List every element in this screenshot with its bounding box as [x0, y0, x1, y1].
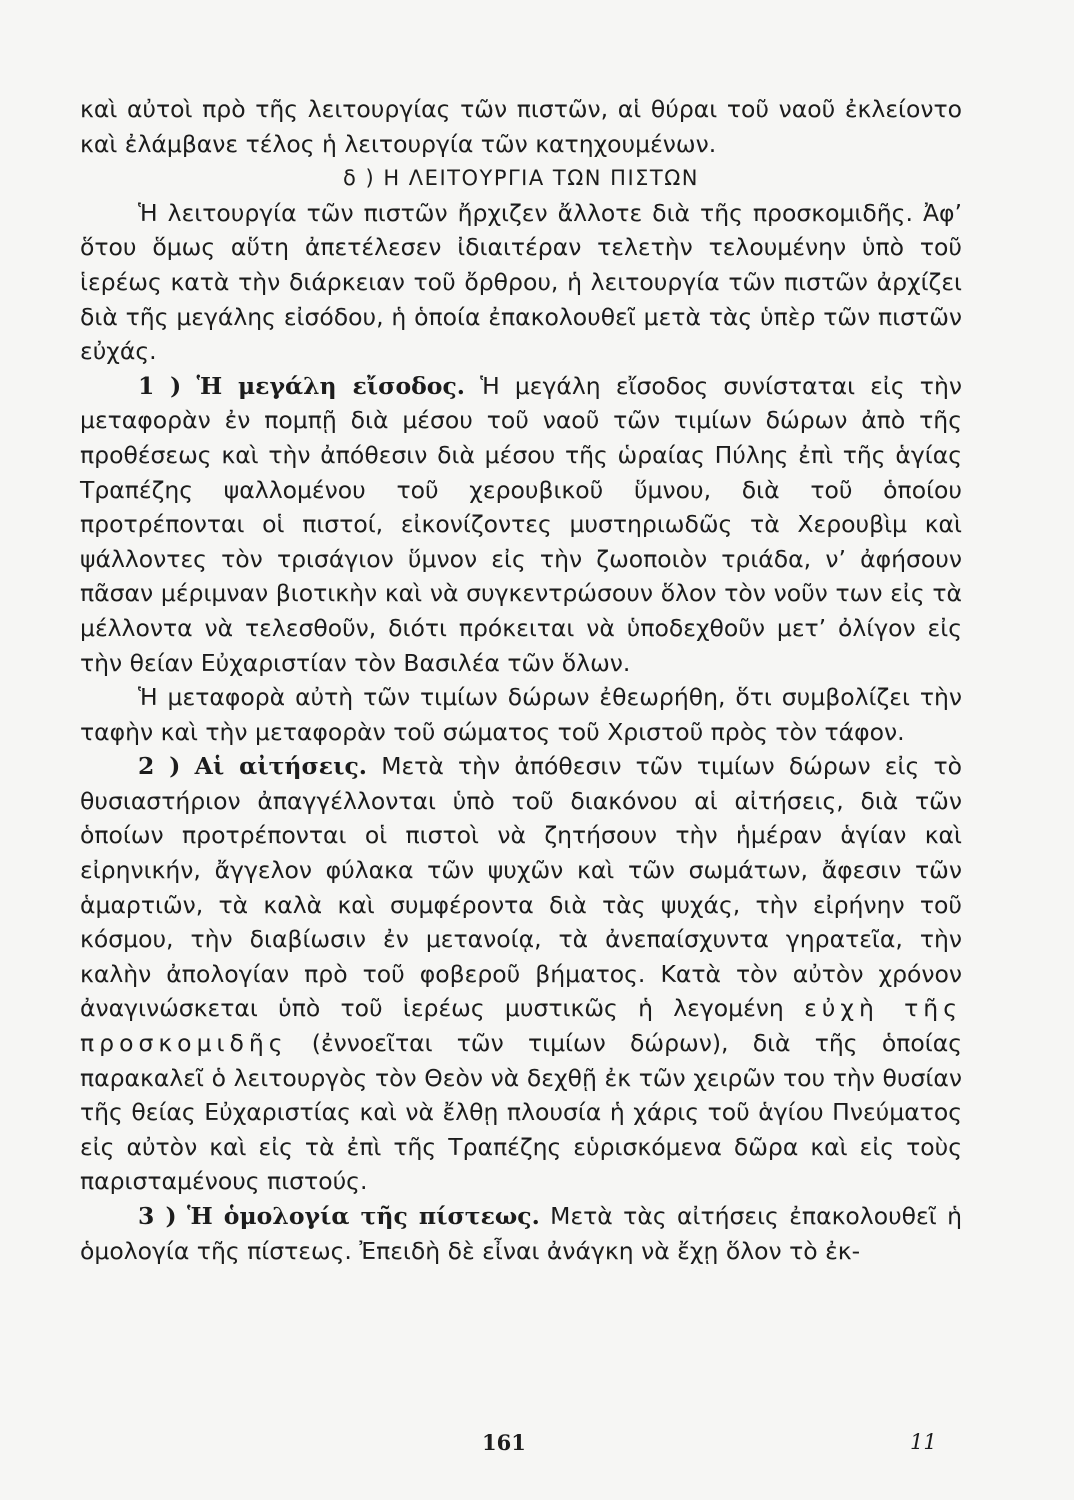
item-3-title: Ἡ ὁμολογία τῆς πίστεως. — [186, 1202, 540, 1230]
intro-paragraph: Ἡ λειτουργία τῶν πιστῶν ἤρχιζεν ἄλλοτε διὰ τῆς προσκομιδῆς. Ἀφ’ ὅτου ὅμως αὕτη ἀπετέλεσεν ἰδιαιτέραν τελετὴν τελουμένην ὑπὸ τοῦ ἱερέως κατὰ τὴν διάρκειαν τοῦ ὄρθρου, ἡ λειτουργία τῶν πιστῶν ἀρχίζει διὰ τῆς μεγάλης εἰσόδου, ἡ ὁποία ἐπακολουθεῖ μετὰ τὰς ὑπὲρ τῶν πιστῶν εὐχάς. — [80, 198, 962, 366]
item-1-number: 1 ) — [138, 371, 182, 400]
section-heading: δ ) Η ΛΕΙΤΟΥΡΓΙΑ ΤΩΝ ΠΙΣΤΩΝ — [342, 166, 700, 191]
page-number: 161 — [482, 1430, 526, 1455]
item-2-spaced-term: εὐχὴ τῆς προσκομιδῆς — [80, 994, 962, 1058]
item-2-text-b: (ἐννοεῖται τῶν τιμίων δώρων), διὰ τῆς ὁποίας παρακαλεῖ ὁ λειτουργὸς τὸν Θεὸν νὰ δεχθῇ ἐκ τῶν χειρῶν του τὴν θυσίαν τῆς θείας Εὐχαριστίας καὶ νὰ ἔλθῃ πλουσία ἡ χάρις τοῦ ἁγίου Πνεύματος εἰς αὐτὸν καὶ εἰς τὰ ἐπὶ τῆς Τραπέζης εὑρισκόμενα δῶρα καὶ εἰς τοὺς παρισταμένους πιστούς. — [80, 1029, 962, 1196]
item-1-paragraph — [80, 369, 962, 680]
continuation-paragraph: καὶ αὐτοὶ πρὸ τῆς λειτουργίας τῶν πιστῶν, αἱ θύραι τοῦ ναοῦ ἐκλείοντο καὶ ἐλάμβανε τέλος ἡ λειτουργία τῶν κατηχουμένων. — [80, 95, 962, 158]
item-1-note-paragraph: Ἡ μεταφορὰ αὐτὴ τῶν τιμίων δώρων ἐθεωρήθη, ὅτι συμβολίζει τὴν ταφὴν καὶ τὴν μεταφορὰν τοῦ σώματος τοῦ Χριστοῦ πρὸς τὸν τάφον. — [80, 683, 962, 746]
item-3-paragraph — [80, 1199, 962, 1268]
item-1-title: Ἡ μεγάλη εἴσοδος. — [196, 371, 465, 400]
item-1-text: Ἡ μεγάλη εἴσοδος συνίσταται εἰς τὴν μεταφορὰν ἐν πομπῇ διὰ μέσου τοῦ ναοῦ τῶν τιμίων δώρων ἀπὸ τῆς προθέσεως καὶ τὴν ἀπόθεσιν διὰ μέσου τῆς ὡραίας Πύλης ἐπὶ τῆς ἁγίας Τραπέζης ψαλλομένου τοῦ χερουβικοῦ ὕμνου, διὰ τοῦ ὁποίου προτρέπονται οἱ πιστοί, εἰκονίζοντες μυστηριωδῶς τὰ Χερουβὶμ καὶ ψάλλοντες τὸν τρισάγιον ὕμνον εἰς τὴν ζωοποιὸν τριάδα, ν’ ἀφήσουν πᾶσαν μέριμναν βιοτικὴν καὶ νὰ συγκεντρώσουν ὅλον τὸν νοῦν των εἰς τὰ μέλλοντα νὰ τελεσθοῦν, διότι πρόκειται νὰ ὑποδεχθοῦν μετ’ ὀλίγον εἰς τὴν θείαν Εὐχαριστίαν τὸν Βασιλέα τῶν ὅλων. — [80, 371, 962, 677]
item-3-text: Μετὰ τὰς αἰτήσεις ἐπακολουθεῖ ἡ ὁμολογία τῆς πίστεως. Ἐπειδὴ δὲ εἶναι ἀνάγκη νὰ ἔχῃ ὅλον τὸ ἐκ- — [80, 1202, 962, 1265]
item-2-title: Αἱ αἰτήσεις. — [194, 752, 367, 781]
page-footer — [0, 1430, 1074, 1460]
item-2-paragraph — [80, 749, 962, 1199]
item-2-number: 2 ) — [138, 752, 181, 781]
body-text — [80, 92, 962, 1268]
item-3-number: 3 ) — [138, 1202, 177, 1230]
signature-mark: 11 — [910, 1430, 937, 1454]
item-2-text-a: Μετὰ τὴν ἀπόθεσιν τῶν τιμίων δώρων εἰς τὸ θυσιαστήριον ἀπαγγέλλονται ὑπὸ τοῦ διακόνου αἱ αἰτήσεις, διὰ τῶν ὁποίων προτρέπονται οἱ πιστοὶ νὰ ζητήσουν τὴν ἡμέραν ἁγίαν καὶ εἰρηνικήν, ἄγγελον φύλακα τῶν ψυχῶν καὶ τῶν σωμάτων, ἄφεσιν τῶν ἁμαρτιῶν, τὰ καλὰ καὶ συμφέροντα διὰ τὰς ψυχάς, τὴν εἰρήνην τοῦ κόσμου, τὴν διαβίωσιν ἐν μετανοίᾳ, τὰ ἀνεπαίσχυντα γηρατεῖα, τὴν καλὴν ἀπολογίαν πρὸ τοῦ φοβεροῦ βήματος. Κατὰ τὸν αὐτὸν χρόνον ἀναγινώσκεται ὑπὸ τοῦ ἱερέως μυστικῶς ἡ λεγομένη — [80, 752, 962, 1023]
